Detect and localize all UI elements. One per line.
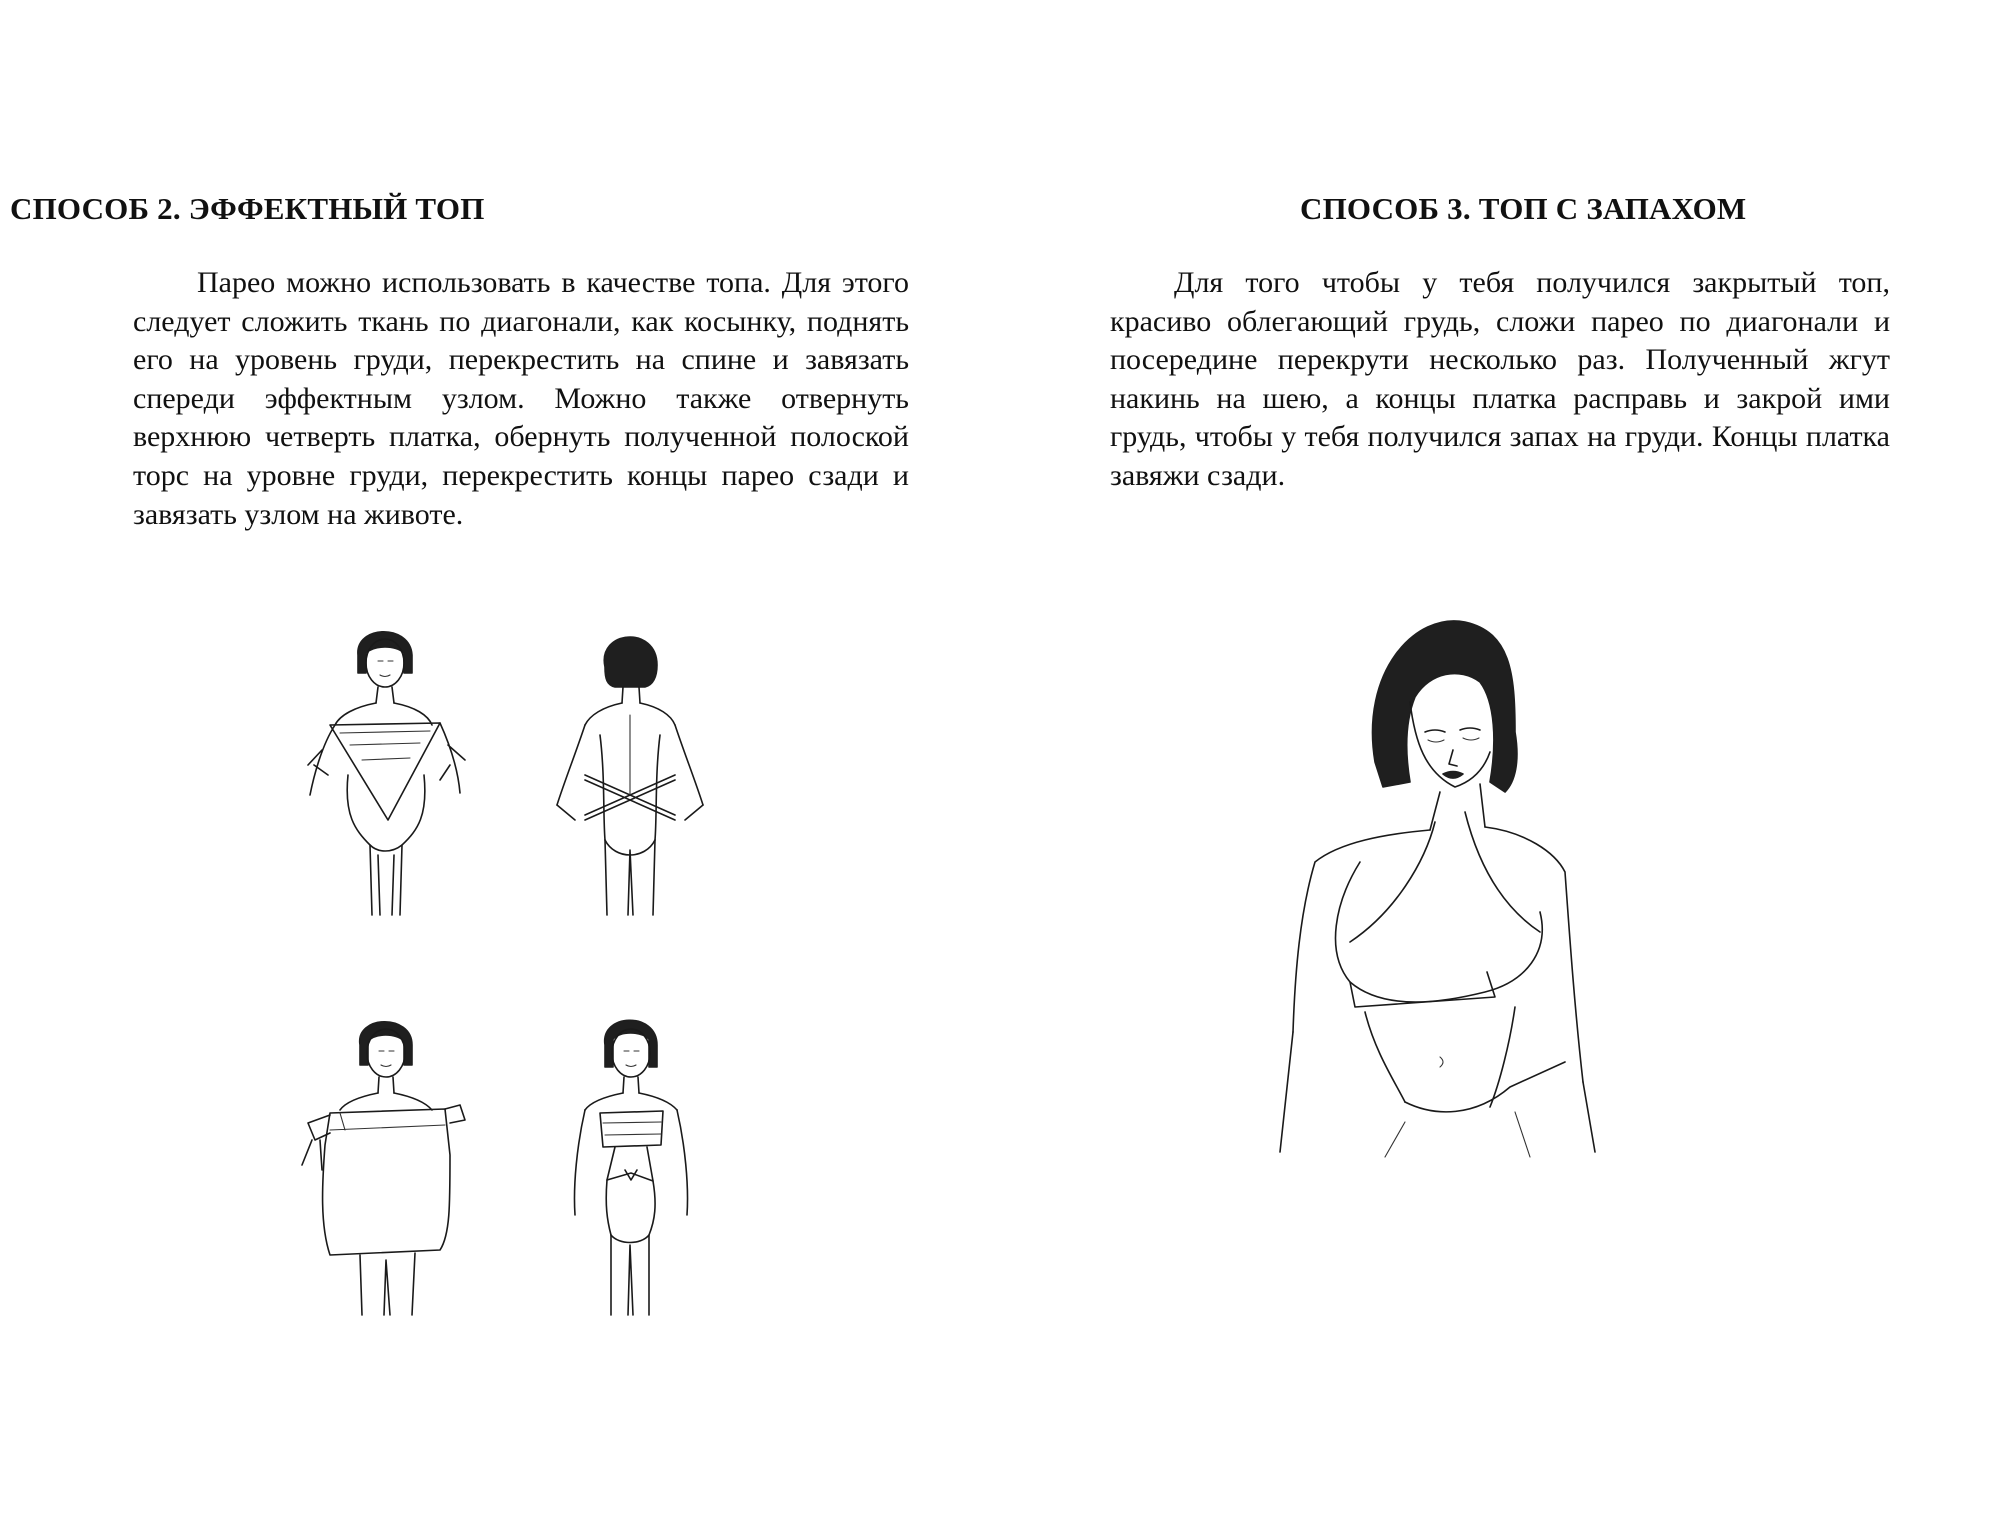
woman-front-diagonal-fold-sketch-icon (300, 615, 470, 915)
woman-back-crossed-ends-sketch-icon (545, 615, 715, 915)
right-page (1000, 0, 2000, 1522)
woman-front-knot-on-belly-sketch-icon (545, 1005, 715, 1315)
woman-front-folded-strip-sketch-icon (300, 1005, 470, 1315)
right-page-paragraph: Для того чтобы у тебя получился закрытый топ, красиво облегающий грудь, сложи парео по диагонали и посередине перекрути несколько раз. Полученный жгут накинь на шею, а концы платка расправь и закрой ими грудь, чтобы у тебя получился запах на груди. Концы платка завяжи сзади. (1110, 266, 1890, 492)
right-page-heading: СПОСОБ 3. ТОП С ЗАПАХОМ (1300, 191, 1747, 226)
left-page-paragraph: Парео можно использовать в качестве топа. Для этого следует сложить ткань по диагонали, как косынку, поднять его на уровень груди, перекрестить на спине и завязать спереди эффектным узлом. Можно также отвернуть верхнюю четверть платка, обернуть полученной полоской торс на уровне груди, перекрестить концы парео сзади и завязать узлом на животе. (133, 266, 909, 531)
left-page-heading: СПОСОБ 2. ЭФФЕКТНЫЙ ТОП (10, 191, 485, 226)
woman-halter-wrap-top-sketch-icon (1265, 612, 1605, 1162)
